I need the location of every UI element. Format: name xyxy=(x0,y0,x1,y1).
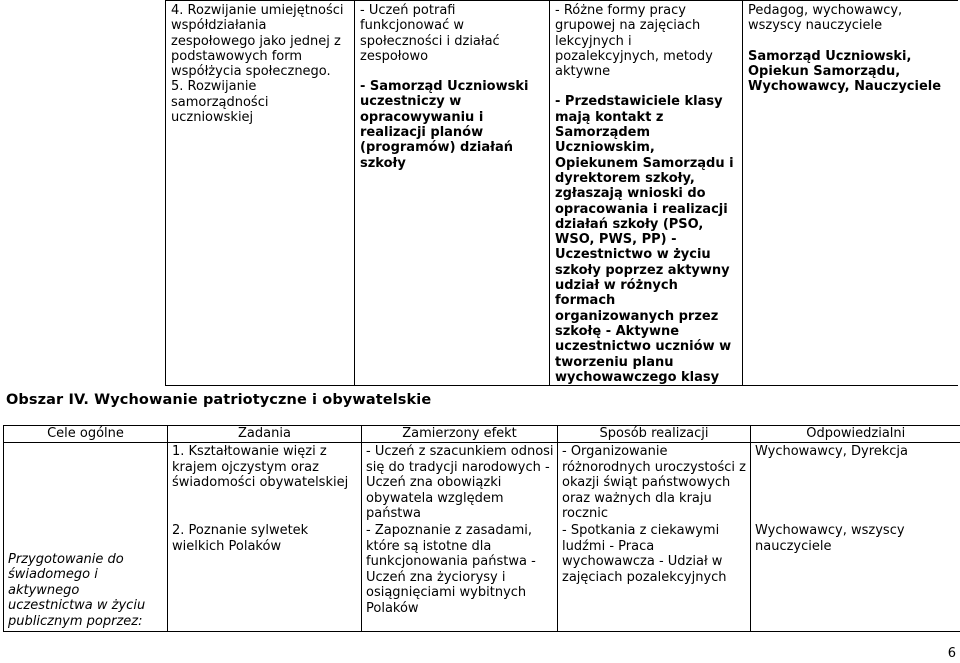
task-text-2: - Samorząd Uczniowski uczestniczy w opracowywaniu i realizacji planów (programów) działań szkoły xyxy=(360,79,529,171)
general-goal-cell: Przygotowanie do świadomego i aktywnego uczestnictwa w życiu publicznym poprzez: xyxy=(4,443,168,632)
responsible-cell: Wychowawcy, wszyscy nauczyciele xyxy=(751,522,960,632)
patriotic-education-table xyxy=(3,425,960,632)
goal-cell xyxy=(166,1,355,386)
goal-text: 4. Rozwijanie umiejętności współdziałania zespołowego jako jednej z podstawowych form współżycia społecznego. xyxy=(171,3,344,80)
task-cell: 2. Poznanie sylwetek wielkich Polaków xyxy=(168,522,362,632)
task-cell: 1. Kształtowanie więzi z krajem ojczystym oraz świadomości obywatelskiej xyxy=(168,443,362,522)
spacer xyxy=(555,79,737,94)
effect-text: - Różne formy pracy grupowej na zajęciach lekcyjnych i pozalekcyjnych, metody aktywne xyxy=(555,3,713,80)
table-header-row xyxy=(4,426,960,443)
table-row xyxy=(166,1,959,386)
continued-plan-table xyxy=(165,0,958,386)
goal-text-2: 5. Rozwijanie samorządności uczniowskiej xyxy=(171,79,269,126)
tasks-cell xyxy=(355,1,550,386)
column-header-method: Sposób realizacji xyxy=(558,426,751,443)
effect-text-2: - Przedstawiciele klasy mają kontakt z Samorządem Uczniowskim, Opiekunem Samorządu i dyrektorem szkoły, zgłaszają wnioski do opracowania i realizacji działań szkoły (PSO, WSO, PWS, PP) - Uczestnictwo w życiu szkoły poprzez aktywny udział w różnych formach organizowanych przez szkołę - Aktywne uczestnictwo uczniów w tworzeniu planu wychowawczego klasy xyxy=(555,94,734,385)
effects-cell xyxy=(550,1,743,386)
responsible-cell: Wychowawcy, Dyrekcja xyxy=(751,443,960,522)
responsible-cell xyxy=(743,1,959,386)
section-title: Obszar IV. Wychowanie patriotyczne i obywatelskie xyxy=(6,392,432,408)
responsible-text-2: Samorząd Uczniowski, Opiekun Samorządu, Wychowawcy, Nauczyciele xyxy=(748,48,942,95)
task-text: - Uczeń potrafi funkcjonować w społeczności i działać zespołowo xyxy=(360,3,500,64)
method-cell: - Spotkania z ciekawymi ludźmi - Praca wychowawcza - Udział w zajęciach pozalekcyjnych xyxy=(558,522,751,632)
column-header-tasks: Zadania xyxy=(168,426,362,443)
spacer xyxy=(748,34,953,49)
spacer xyxy=(360,64,544,79)
page-number: 6 xyxy=(947,646,956,661)
column-header-responsible: Odpowiedzialni xyxy=(751,426,960,443)
responsible-text: Pedagog, wychowawcy, wszyscy nauczyciele xyxy=(748,3,903,34)
effect-cell: - Zapoznanie z zasadami, które są istotne dla funkcjonowania państwa - Uczeń zna życiorysy i osiągnięciami wybitnych Polaków xyxy=(362,522,558,632)
effect-cell: - Uczeń z szacunkiem odnosi się do tradycji narodowych - Uczeń zna obowiązki obywatela względem państwa xyxy=(362,443,558,522)
column-header-effect: Zamierzony efekt xyxy=(362,426,558,443)
column-header-goals: Cele ogólne xyxy=(4,426,168,443)
method-cell: - Organizowanie różnorodnych uroczystości z okazji świąt państwowych oraz ważnych dla kraju rocznic xyxy=(558,443,751,522)
table-row xyxy=(4,443,960,522)
